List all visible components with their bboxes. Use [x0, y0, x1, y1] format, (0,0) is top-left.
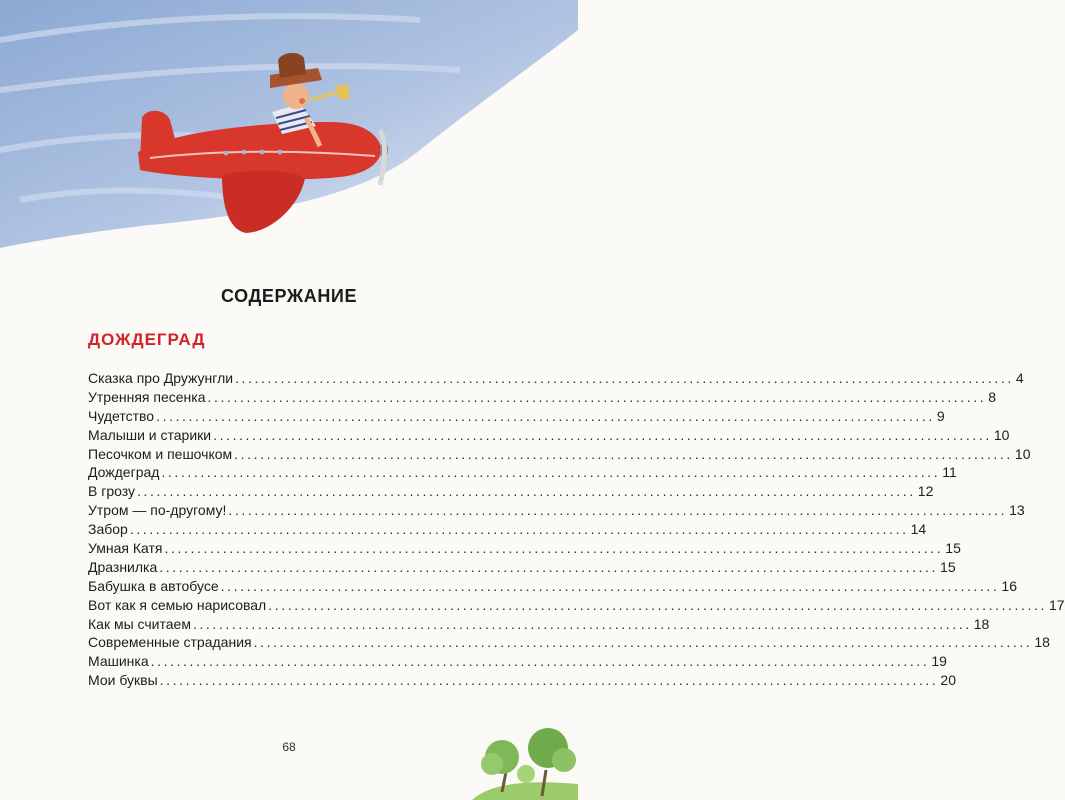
toc-leader-dots: ........................................................................................................................: [235, 370, 1014, 386]
toc-entry-title: Современные страдания: [88, 634, 252, 651]
toc-leader-dots: ........................................................................................................................: [228, 502, 1008, 519]
toc-entry-title: Утром — по-другому!: [88, 502, 227, 519]
page-title: СОДЕРЖАНИЕ: [220, 286, 358, 306]
toc-entry-title: Сказка про Дружунгли: [88, 370, 234, 386]
toc-entry-title: Как мы считаем: [88, 615, 191, 632]
toc-entry-title: Машинка: [88, 653, 149, 670]
toc-leader-dots: ........................................................................................................................: [268, 596, 1047, 613]
toc-leader-dots: ........................................................................................................................: [159, 672, 939, 689]
toc-leader-dots: ........................................................................................................................: [253, 634, 1033, 651]
toc-entry-page: 18: [973, 615, 990, 632]
toc-entry-page: 14: [910, 521, 927, 538]
toc-entry[interactable]: [88, 633, 1050, 652]
toc-entry[interactable]: [88, 615, 990, 634]
toc-entry[interactable]: [88, 463, 957, 482]
toc-entry[interactable]: [88, 520, 927, 539]
toc-entry[interactable]: [88, 596, 1065, 615]
toc-entry-page: 8: [988, 388, 997, 405]
page-number: 68: [282, 740, 296, 754]
toc-leader-dots: ........................................................................................................................: [234, 445, 1013, 462]
toc-entry-page: 19: [931, 653, 947, 670]
toc-entry[interactable]: [88, 407, 945, 426]
toc-entry-page: 12: [917, 483, 934, 500]
boy-in-red-airplane-illustration: [0, 0, 578, 260]
toc-entry-page: 4: [1015, 370, 1024, 386]
toc-entry-page: 15: [940, 558, 956, 575]
toc-entry[interactable]: [88, 652, 947, 671]
toc-leader-dots: ........................................................................................................................: [129, 521, 909, 538]
toc-entry-title: Чудетство: [88, 407, 155, 424]
toc-entry[interactable]: [88, 539, 961, 558]
table-of-contents: [88, 369, 1065, 690]
toc-entry-page: 11: [942, 464, 957, 481]
toc-entry[interactable]: [88, 388, 997, 407]
toc-leader-dots: ........................................................................................................................: [150, 653, 930, 670]
toc-entry-page: 18: [1034, 634, 1050, 651]
toc-leader-dots: ........................................................................................................................: [207, 388, 987, 405]
toc-leader-dots: ........................................................................................................................: [156, 407, 935, 424]
toc-entry-title: Бабушка в автобусе: [88, 577, 219, 594]
toc-entry-page: 15: [945, 540, 961, 557]
toc-entry-page: 13: [1009, 502, 1025, 519]
toc-entry-title: Мои буквы: [88, 672, 158, 689]
toc-entry-page: 10: [1014, 445, 1031, 462]
toc-entry-title: Умная Катя: [88, 540, 163, 557]
toc-entry-page: 16: [1001, 577, 1017, 594]
toc-entry[interactable]: [88, 671, 956, 690]
toc-entry-title: Песочком и пешочком: [88, 445, 233, 462]
toc-entry-title: Забор: [88, 521, 128, 538]
toc-entry-title: Вот как я семью нарисовал: [88, 596, 267, 613]
toc-leader-dots: ........................................................................................................................: [220, 577, 1000, 594]
toc-entry-page: 10: [993, 426, 1010, 443]
toc-leader-dots: ........................................................................................................................: [161, 464, 941, 481]
toc-entry[interactable]: [88, 426, 1010, 445]
toc-entry[interactable]: [88, 558, 956, 577]
toc-entry[interactable]: [88, 501, 1025, 520]
toc-leader-dots: ........................................................................................................................: [159, 558, 939, 575]
toc-entry-title: Малыши и старики: [88, 426, 212, 443]
toc-entry-title: Дождеград: [88, 464, 160, 481]
toc-leader-dots: ........................................................................................................................: [213, 426, 992, 443]
toc-entry[interactable]: [88, 577, 1017, 596]
toc-entry-page: 20: [940, 672, 956, 689]
green-trees-illustration: [472, 712, 578, 800]
toc-entry[interactable]: [88, 445, 1031, 464]
toc-entry-title: В грозу: [88, 483, 136, 500]
toc-leader-dots: ........................................................................................................................: [192, 615, 972, 632]
toc-entry-title: Утренняя песенка: [88, 388, 206, 405]
toc-leader-dots: ........................................................................................................................: [137, 483, 916, 500]
toc-entry[interactable]: [88, 482, 934, 501]
toc-leader-dots: ........................................................................................................................: [164, 540, 944, 557]
toc-entry[interactable]: [88, 369, 1024, 388]
toc-entry-page: 9: [936, 407, 945, 424]
toc-entry-title: Дразнилка: [88, 558, 158, 575]
section-title: ДОЖДЕГРАД: [88, 330, 206, 349]
toc-entry-page: 17: [1049, 596, 1065, 613]
